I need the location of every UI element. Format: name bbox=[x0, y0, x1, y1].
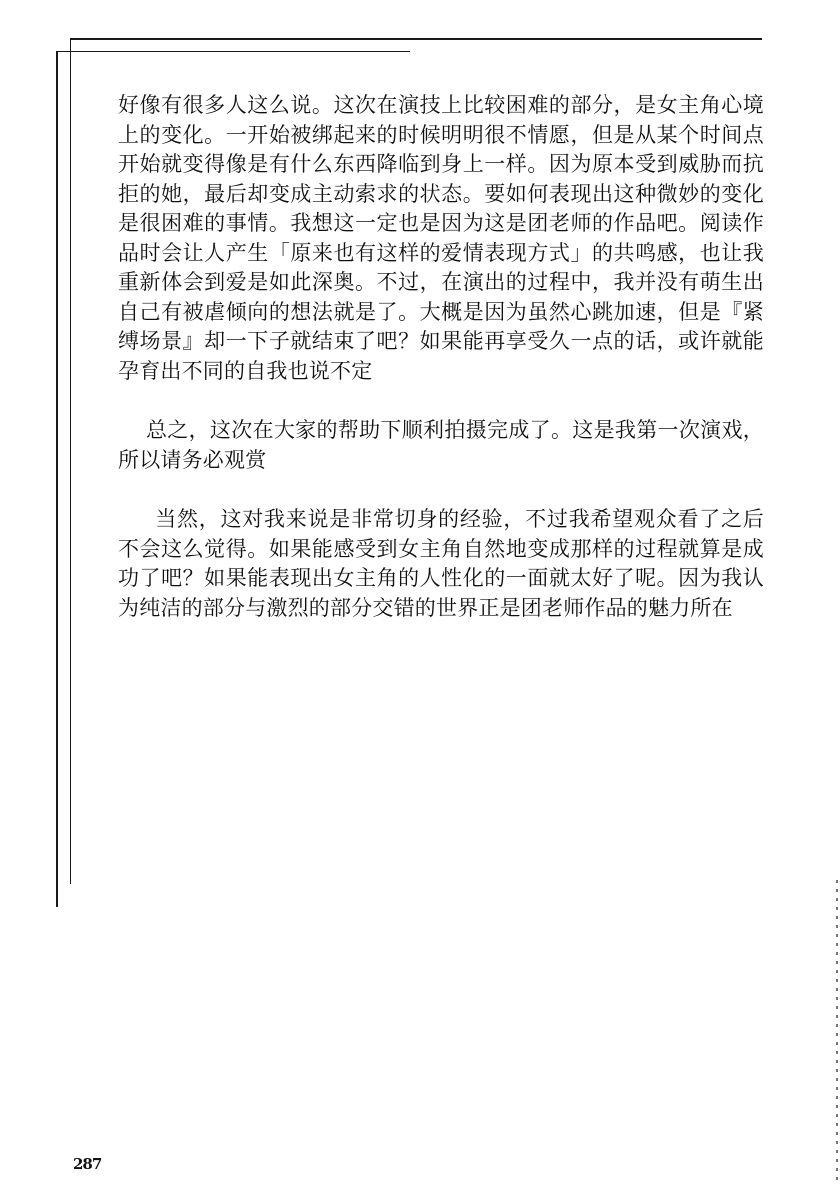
page-number: 287 bbox=[73, 1155, 102, 1173]
paragraph-3: 当然，这对我来说是非常切身的经验，不过我希望观众看了之后不会这么觉得。如果能感受到女主角自然地变成那样的过程就算是成功了吧？如果能表现出女主角的人性化的一面就太好了呢。因为我认为纯洁的部分与激烈的部分交错的世界正是团老师作品的魅力所在 bbox=[118, 507, 764, 620]
left-inner-frame-line bbox=[70, 38, 71, 884]
scan-edge-mark bbox=[836, 880, 838, 1180]
body-text bbox=[118, 91, 764, 623]
paragraph-2: 总之，这次在大家的帮助下顺利拍摄完成了。这是我第一次演戏，所以请务必观赏 bbox=[118, 418, 764, 472]
left-frame-line bbox=[56, 51, 58, 907]
paragraph-1: 好像有很多人这么说。这次在演技上比较困难的部分，是女主角心境上的变化。一开始被绑起来的时候明明很不情愿，但是从某个时间点开始就变得像是有什么东西降临到身上一样。因为原本受到威胁而抗拒的她，最后却变成主动索求的状态。要如何表现出这种微妙的变化是很困难的事情。我想这一定也是因为这是团老师的作品吧。阅读作品时会让人产生「原来也有这样的爱情表现方式」的共鸣感，也让我重新体会到爱是如此深奥。不过，在演出的过程中，我并没有萌生出自己有被虐倾向的想法就是了。大概是因为虽然心跳加速，但是『紧缚场景』却一下子就结束了吧？如果能再享受久一点的话，或许就能孕育出不同的自我也说不定 bbox=[118, 93, 764, 383]
top-frame-line bbox=[70, 38, 762, 40]
top-inner-frame-line bbox=[56, 51, 410, 52]
